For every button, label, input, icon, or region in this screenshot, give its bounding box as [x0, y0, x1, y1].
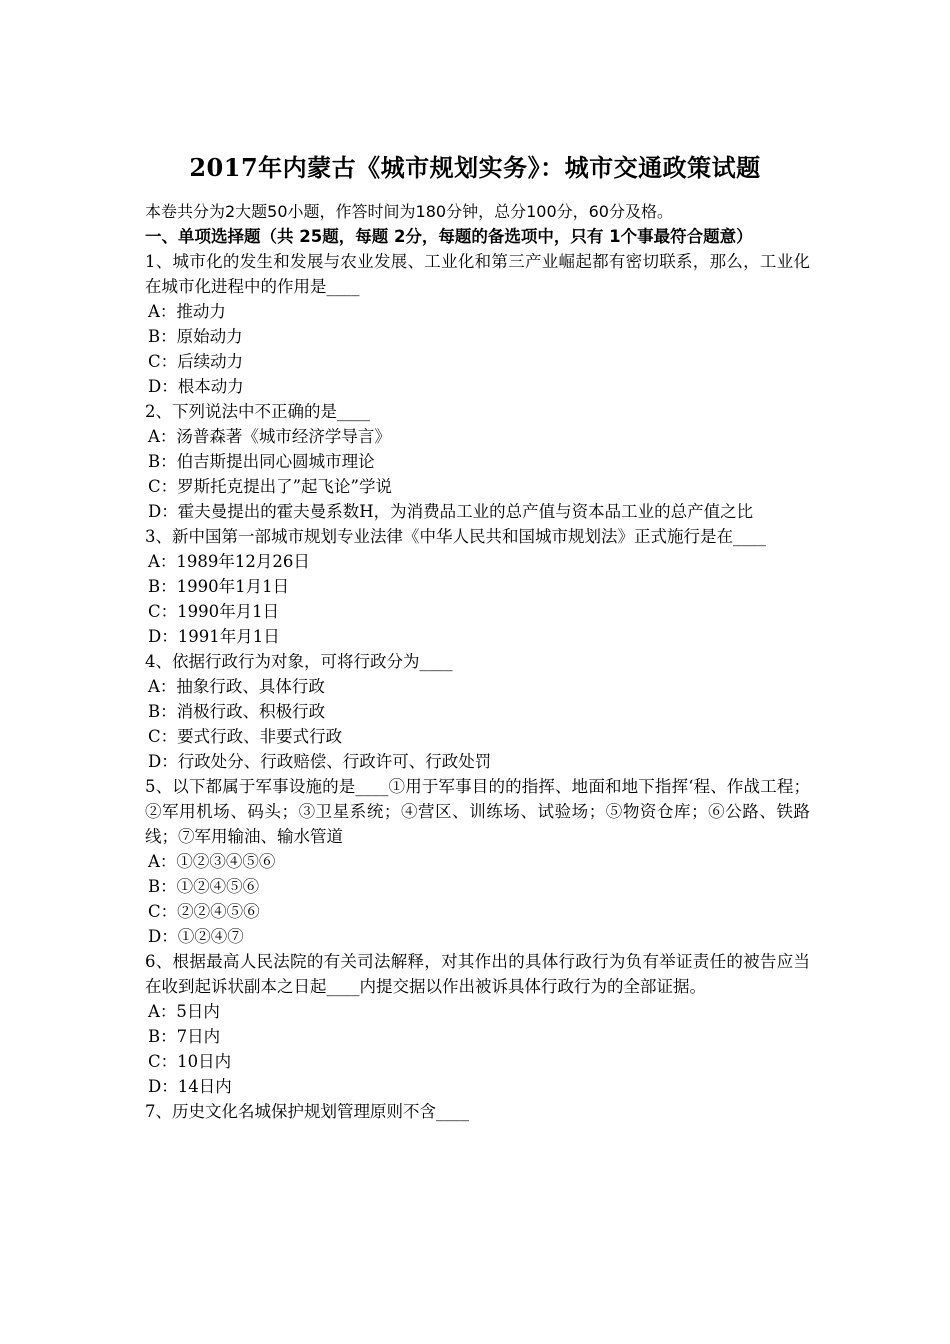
option-b: B：7日内: [148, 1027, 221, 1046]
question-6: [145, 949, 810, 1099]
option-a: A：抽象行政、具体行政: [148, 677, 325, 696]
question-1: [145, 249, 810, 399]
exam-intro: 本卷共分为2大题50小题，作答时间为180分钟，总分100分，60分及格。: [145, 202, 673, 221]
option-a: A：推动力: [148, 302, 226, 321]
question-text: 6、根据最高人民法院的有关司法解释，对其作出的具体行政行为负有举证责任的被告应当在收到起诉状副本之日起____内提交据以作出被诉具体行政行为的全部证据。: [145, 952, 810, 996]
document-body: [145, 199, 810, 1124]
question-4: [145, 649, 810, 774]
question-text: 1、城市化的发生和发展与农业发展、工业化和第三产业崛起都有密切联系，那么，工业化在城市化进程中的作用是____: [145, 252, 810, 296]
option-b: B：伯吉斯提出同心圆城市理论: [148, 452, 375, 471]
question-2: [145, 399, 810, 524]
option-c: C：1990年月1日: [148, 602, 280, 621]
option-c: C：要式行政、非要式行政: [148, 727, 343, 746]
question-3: [145, 524, 810, 649]
option-b: B：原始动力: [148, 327, 243, 346]
option-c: C：②②④⑤⑥: [148, 902, 260, 921]
question-text: 5、以下都属于军事设施的是____①用于军事目的的指挥、地面和地下指挥‘程、作战工程；②军用机场、码头；③卫星系统；④营区、训练场、试验场；⑤物资仓库；⑥公路、铁路线；⑦军用输油、输水管道: [145, 777, 810, 846]
section-heading: 一、单项选择题（共 25题，每题 2分，每题的备选项中，只有 1个事最符合题意）: [145, 227, 753, 246]
option-d: D：根本动力: [148, 377, 244, 396]
option-a: A：①②③④⑤⑥: [148, 852, 276, 871]
question-5: [145, 774, 810, 949]
option-b: B：消极行政、积极行政: [148, 702, 326, 721]
option-d: D：霍夫曼提出的霍夫曼系数H，为消费品工业的总产值与资本品工业的总产值之比: [148, 502, 754, 521]
option-b: B：①②④⑤⑥: [148, 877, 260, 896]
question-7: [145, 1099, 810, 1124]
question-text: 2、下列说法中不正确的是____: [145, 402, 370, 421]
option-d: D：1991年月1日: [148, 627, 280, 646]
option-a: A：5日内: [148, 1002, 220, 1021]
option-a: A：汤普森著《城市经济学导言》: [148, 427, 391, 446]
question-text: 7、历史文化名城保护规划管理原则不含____: [145, 1102, 469, 1121]
option-d: D：①②④⑦: [148, 927, 244, 946]
option-c: C：10日内: [148, 1052, 232, 1071]
document-title: 2017年内蒙古《城市规划实务》：城市交通政策试题: [189, 153, 761, 182]
option-b: B：1990年1月1日: [148, 577, 290, 596]
question-text: 3、新中国第一部城市规划专业法律《中华人民共和国城市规划法》正式施行是在____: [145, 527, 766, 546]
question-text: 4、依据行政行为对象，可将行政分为____: [145, 652, 453, 671]
option-d: D：14日内: [148, 1077, 232, 1096]
option-d: D：行政处分、行政赔偿、行政许可、行政处罚: [148, 752, 492, 771]
option-c: C：后续动力: [148, 352, 244, 371]
option-a: A：1989年12月26日: [148, 552, 310, 571]
option-c: C：罗斯托克提出了”起飞论”学说: [148, 477, 392, 496]
